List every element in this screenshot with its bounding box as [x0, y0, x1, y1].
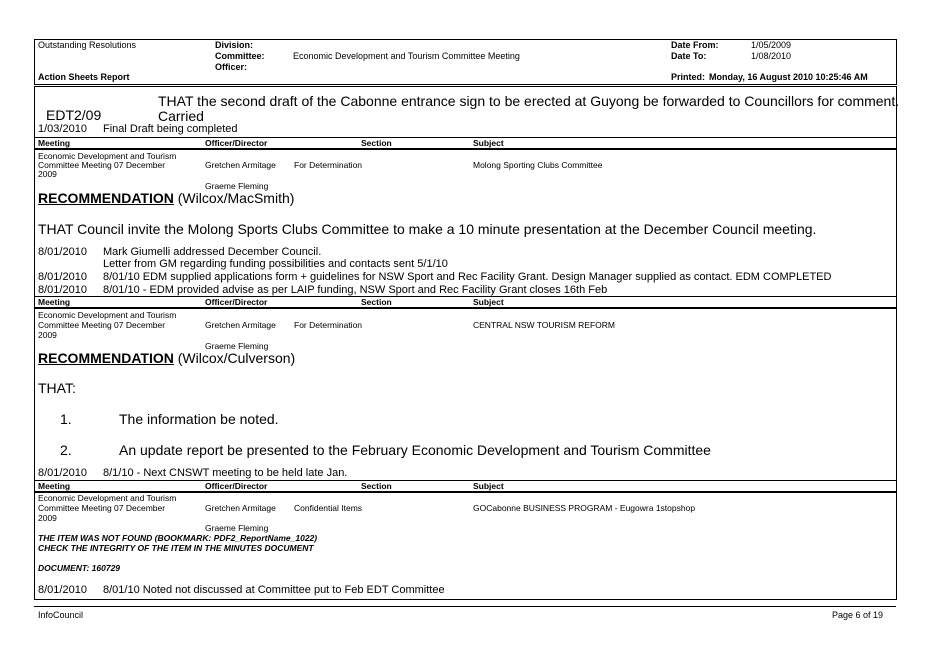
committee-label: Committee: [215, 51, 265, 61]
division-label: Division: [215, 40, 254, 50]
officer-cell: Gretchen Armitage [205, 320, 276, 330]
col-subject: Subject [473, 297, 504, 307]
subject-cell: GOCabonne BUSINESS PROGRAM - Eugowra 1stopshop [473, 503, 696, 513]
divider [34, 148, 896, 150]
officer-label: Officer: [215, 62, 248, 72]
note-date: 8/01/2010 [38, 271, 87, 283]
meeting-cell: Committee Meeting 07 December [38, 320, 166, 330]
printed-label: Printed: [671, 72, 706, 82]
note-date: 1/03/2010 [38, 123, 87, 135]
committee-value: Economic Development and Tourism Committee Meeting [293, 51, 520, 61]
note-date: 8/01/2010 [38, 467, 87, 479]
note-text: Final Draft being completed [103, 123, 238, 135]
divider [34, 307, 896, 309]
col-section: Section [361, 297, 392, 307]
point-text: An update report be presented to the February Economic Development and Tourism Committee [119, 442, 711, 458]
recommendation-label: RECOMMENDATION [38, 350, 174, 366]
date-to-label: Date To: [671, 51, 707, 61]
org-name: Outstanding Resolutions [38, 40, 137, 50]
point-number: 2. [60, 442, 72, 458]
col-section: Section [361, 138, 392, 148]
recommendation-heading [38, 190, 294, 206]
section-cell: For Determination [294, 320, 363, 330]
col-meeting: Meeting [38, 297, 71, 307]
meeting-cell: Economic Development and Tourism [38, 151, 177, 161]
col-officer: Officer/Director [205, 481, 268, 491]
meeting-cell: Committee Meeting 07 December [38, 160, 166, 170]
meeting-cell: 2009 [38, 169, 57, 179]
note-date: 8/01/2010 [38, 246, 87, 258]
col-officer: Officer/Director [205, 297, 268, 307]
note-text: Letter from GM regarding funding possibilities and contacts sent 5/1/10 [103, 258, 448, 270]
note-text: 8/01/10 - EDM provided advise as per LAIP funding, NSW Sport and Rec Facility Grant closes 16th Feb [103, 284, 608, 296]
note-date: 8/01/2010 [38, 284, 87, 296]
col-officer: Officer/Director [205, 138, 268, 148]
recommendation-movers: (Wilcox/MacSmith) [177, 190, 295, 206]
meeting-cell: Economic Development and Tourism [38, 310, 177, 320]
recommendation-movers: (Wilcox/Culverson) [177, 350, 296, 366]
report-name: Action Sheets Report [38, 72, 130, 82]
officer2-cell: Graeme Fleming [205, 523, 269, 533]
date-from-value: 1/05/2009 [751, 40, 792, 50]
col-section: Section [361, 481, 392, 491]
subject-cell: Molong Sporting Clubs Committee [473, 160, 603, 170]
officer-cell: Gretchen Armitage [205, 503, 276, 513]
top-resolution: THAT the second draft of the Cabonne entrance sign to be erected at Guyong be forwarded to Councillors for comment. [158, 93, 900, 109]
officer-cell: Gretchen Armitage [205, 160, 276, 170]
note-text: 8/1/10 - Next CNSWT meeting to be held late Jan. [103, 467, 348, 479]
recommendation-heading [38, 350, 295, 366]
meeting-cell: 2009 [38, 513, 57, 523]
point-number: 1. [60, 411, 72, 427]
officer2-cell: Graeme Fleming [205, 181, 269, 191]
footer-rule [34, 606, 896, 607]
col-subject: Subject [473, 138, 504, 148]
point-text: The information be noted. [119, 411, 279, 427]
footer-left: InfoCouncil [38, 610, 84, 620]
note-text: 8/01/10 EDM supplied applications form + guidelines for NSW Sport and Rec Facility Grant. Design Manager supplied as contact. EDM COMPLETED [103, 271, 832, 283]
date-to-value: 1/08/2010 [751, 51, 792, 61]
printed-value: Monday, 16 August 2010 10:25:46 AM [709, 72, 868, 82]
note-text: Mark Giumelli addressed December Council. [103, 246, 322, 258]
section-cell: For Determination [294, 160, 363, 170]
recommendation-label: RECOMMENDATION [38, 190, 174, 206]
section-cell: Confidential Items [294, 503, 363, 513]
col-subject: Subject [473, 481, 504, 491]
date-from-label: Date From: [671, 40, 719, 50]
meeting-cell: Committee Meeting 07 December [38, 503, 166, 513]
officer2-cell: Graeme Fleming [205, 341, 269, 351]
error-message: THE ITEM WAS NOT FOUND (BOOKMARK: PDF2_ReportName_1022) [38, 533, 318, 543]
divider [34, 137, 896, 138]
col-meeting: Meeting [38, 138, 71, 148]
page-number: Page 6 of 19 [832, 610, 884, 620]
document-ref: DOCUMENT: 160729 [38, 563, 121, 573]
meeting-cell: 2009 [38, 330, 57, 340]
divider [34, 296, 896, 297]
note-text: 8/01/10 Noted not discussed at Committee put to Feb EDT Committee [103, 584, 445, 596]
item-status: Carried [158, 108, 204, 124]
note-date: 8/01/2010 [38, 584, 87, 596]
that-label: THAT: [38, 380, 76, 396]
meeting-cell: Economic Development and Tourism [38, 493, 177, 503]
item-code: EDT2/09 [46, 107, 102, 123]
recommendation-body: THAT Council invite the Molong Sports Clubs Committee to make a 10 minute presentation at the December Council meeting. [38, 221, 817, 237]
col-meeting: Meeting [38, 481, 71, 491]
error-message: CHECK THE INTEGRITY OF THE ITEM IN THE MINUTES DOCUMENT [38, 543, 314, 553]
subject-cell: CENTRAL NSW TOURISM REFORM [473, 320, 615, 330]
divider [34, 480, 896, 481]
